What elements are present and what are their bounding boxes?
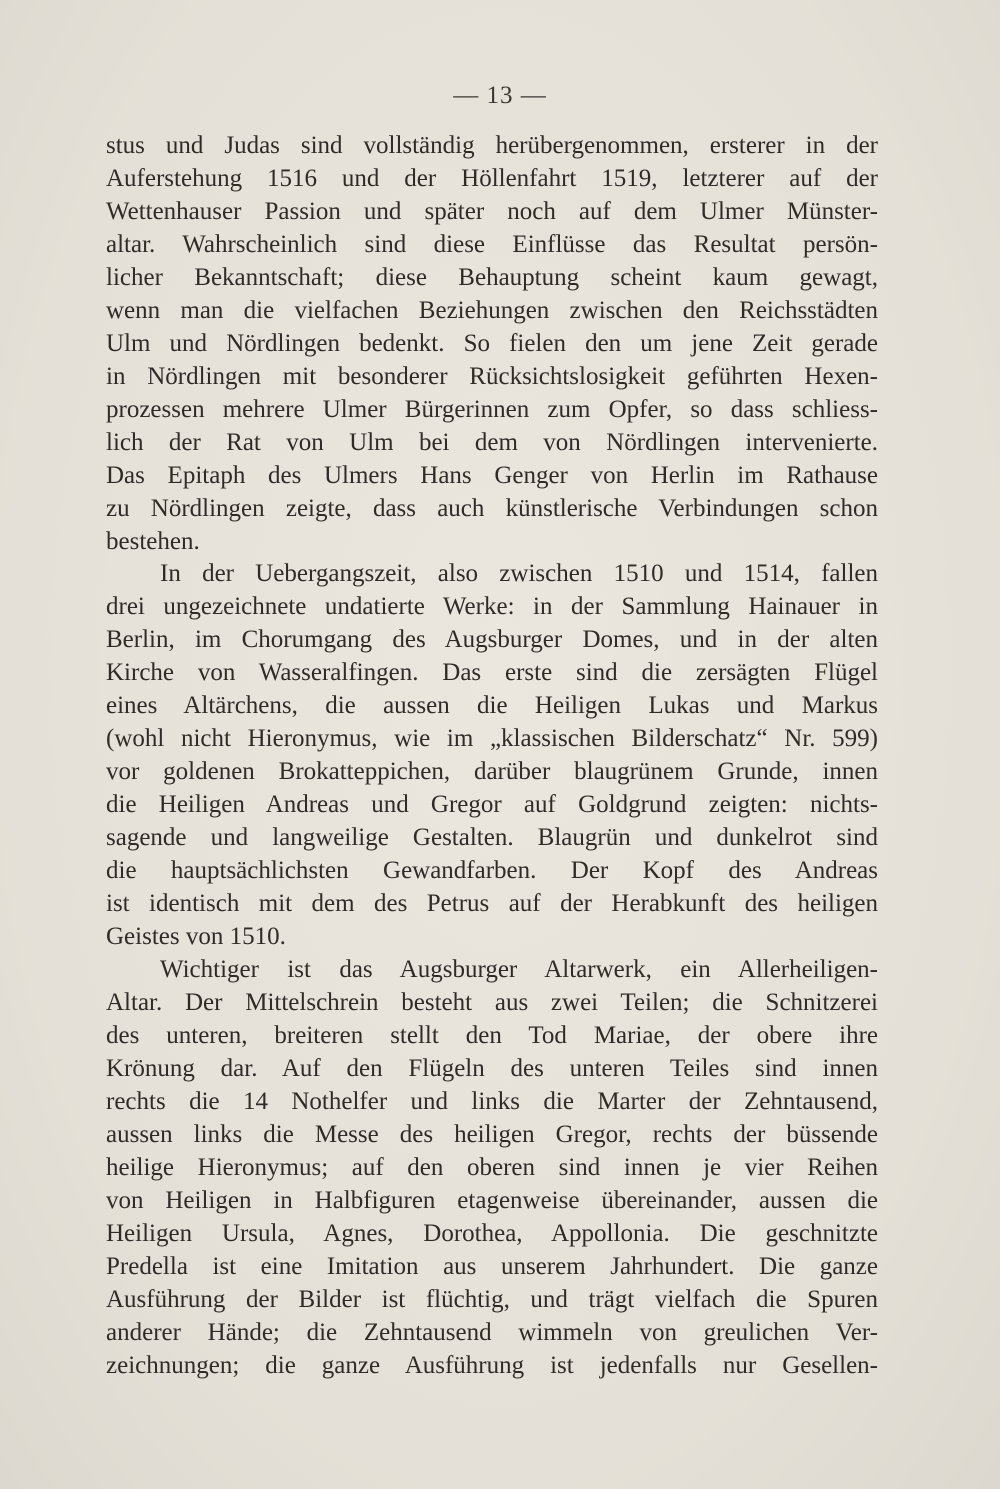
text-line: aussen links die Messe des heiligen Gregor, rechts der büssende [106, 1121, 878, 1148]
text-line: Berlin, im Chorumgang des Augsburger Domes, und in der alten [106, 626, 878, 653]
text-line: drei ungezeichnete undatierte Werke: in der Sammlung Hainauer in [106, 593, 878, 620]
text-line: Wichtiger ist das Augsburger Altarwerk, ein Allerheiligen- [160, 956, 878, 983]
text-line: von Heiligen in Halbfiguren etagenweise übereinander, aussen die [106, 1187, 878, 1214]
text-line: anderer Hände; die Zehntausend wimmeln von greulichen Ver- [106, 1319, 878, 1346]
text-line: die Heiligen Andreas und Gregor auf Goldgrund zeigten: nichts- [106, 791, 878, 818]
text-line: Geistes von 1510. [106, 923, 286, 950]
text-line: stus und Judas sind vollständig herübergenommen, ersterer in der [106, 132, 878, 159]
text-line: Wettenhauser Passion und später noch auf dem Ulmer Münster- [106, 198, 878, 225]
text-line: Altar. Der Mittelschrein besteht aus zwei Teilen; die Schnitzerei [106, 989, 878, 1016]
text-line: zu Nördlingen zeigte, dass auch künstlerische Verbindungen schon [106, 495, 878, 522]
text-line: zeichnungen; die ganze Ausführung ist jedenfalls nur Gesellen- [106, 1352, 878, 1379]
text-line: eines Altärchens, die aussen die Heiligen Lukas und Markus [106, 692, 878, 719]
text-line: des unteren, breiteren stellt den Tod Mariae, der obere ihre [106, 1022, 878, 1049]
text-line: wenn man die vielfachen Beziehungen zwischen den Reichsstädten [106, 297, 878, 324]
text-line: rechts die 14 Nothelfer und links die Marter der Zehntausend, [106, 1088, 878, 1115]
text-line: bestehen. [106, 528, 200, 555]
text-line: altar. Wahrscheinlich sind diese Einflüsse das Resultat persön- [106, 231, 878, 258]
text-line: vor goldenen Brokatteppichen, darüber blaugrünem Grunde, innen [106, 758, 878, 785]
text-line: sagende und langweilige Gestalten. Blaugrün und dunkelrot sind [106, 824, 878, 851]
text-line: prozessen mehrere Ulmer Bürgerinnen zum Opfer, so dass schliess- [106, 396, 878, 423]
text-line: Ausführung der Bilder ist flüchtig, und trägt vielfach die Spuren [106, 1286, 878, 1313]
text-line: Krönung dar. Auf den Flügeln des unteren Teiles sind innen [106, 1055, 878, 1082]
text-line: die hauptsächlichsten Gewandfarben. Der Kopf des Andreas [106, 857, 878, 884]
text-line: Das Epitaph des Ulmers Hans Genger von Herlin im Rathause [106, 462, 878, 489]
text-line: Predella ist eine Imitation aus unserem Jahrhundert. Die ganze [106, 1253, 878, 1280]
text-line: heilige Hieronymus; auf den oberen sind innen je vier Reihen [106, 1154, 878, 1181]
text-line: Kirche von Wasseralfingen. Das erste sind die zersägten Flügel [106, 659, 878, 686]
text-line: Heiligen Ursula, Agnes, Dorothea, Appollonia. Die geschnitzte [106, 1220, 878, 1247]
text-line: licher Bekanntschaft; diese Behauptung scheint kaum gewagt, [106, 264, 878, 291]
text-line: Ulm und Nördlingen bedenkt. So fielen den um jene Zeit gerade [106, 330, 878, 357]
text-line: Auferstehung 1516 und der Höllenfahrt 1519, letzterer auf der [106, 165, 878, 192]
text-line: ist identisch mit dem des Petrus auf der Herabkunft des heiligen [106, 890, 878, 917]
text-line: In der Uebergangszeit, also zwischen 1510 und 1514, fallen [160, 560, 878, 587]
page-number: — 13 — [453, 82, 547, 109]
text-line: (wohl nicht Hieronymus, wie im „klassischen Bilderschatz“ Nr. 599) [106, 725, 878, 752]
text-line: in Nördlingen mit besonderer Rücksichtslosigkeit geführten Hexen- [106, 363, 878, 390]
text-line: lich der Rat von Ulm bei dem von Nördlingen intervenierte. [106, 429, 878, 456]
